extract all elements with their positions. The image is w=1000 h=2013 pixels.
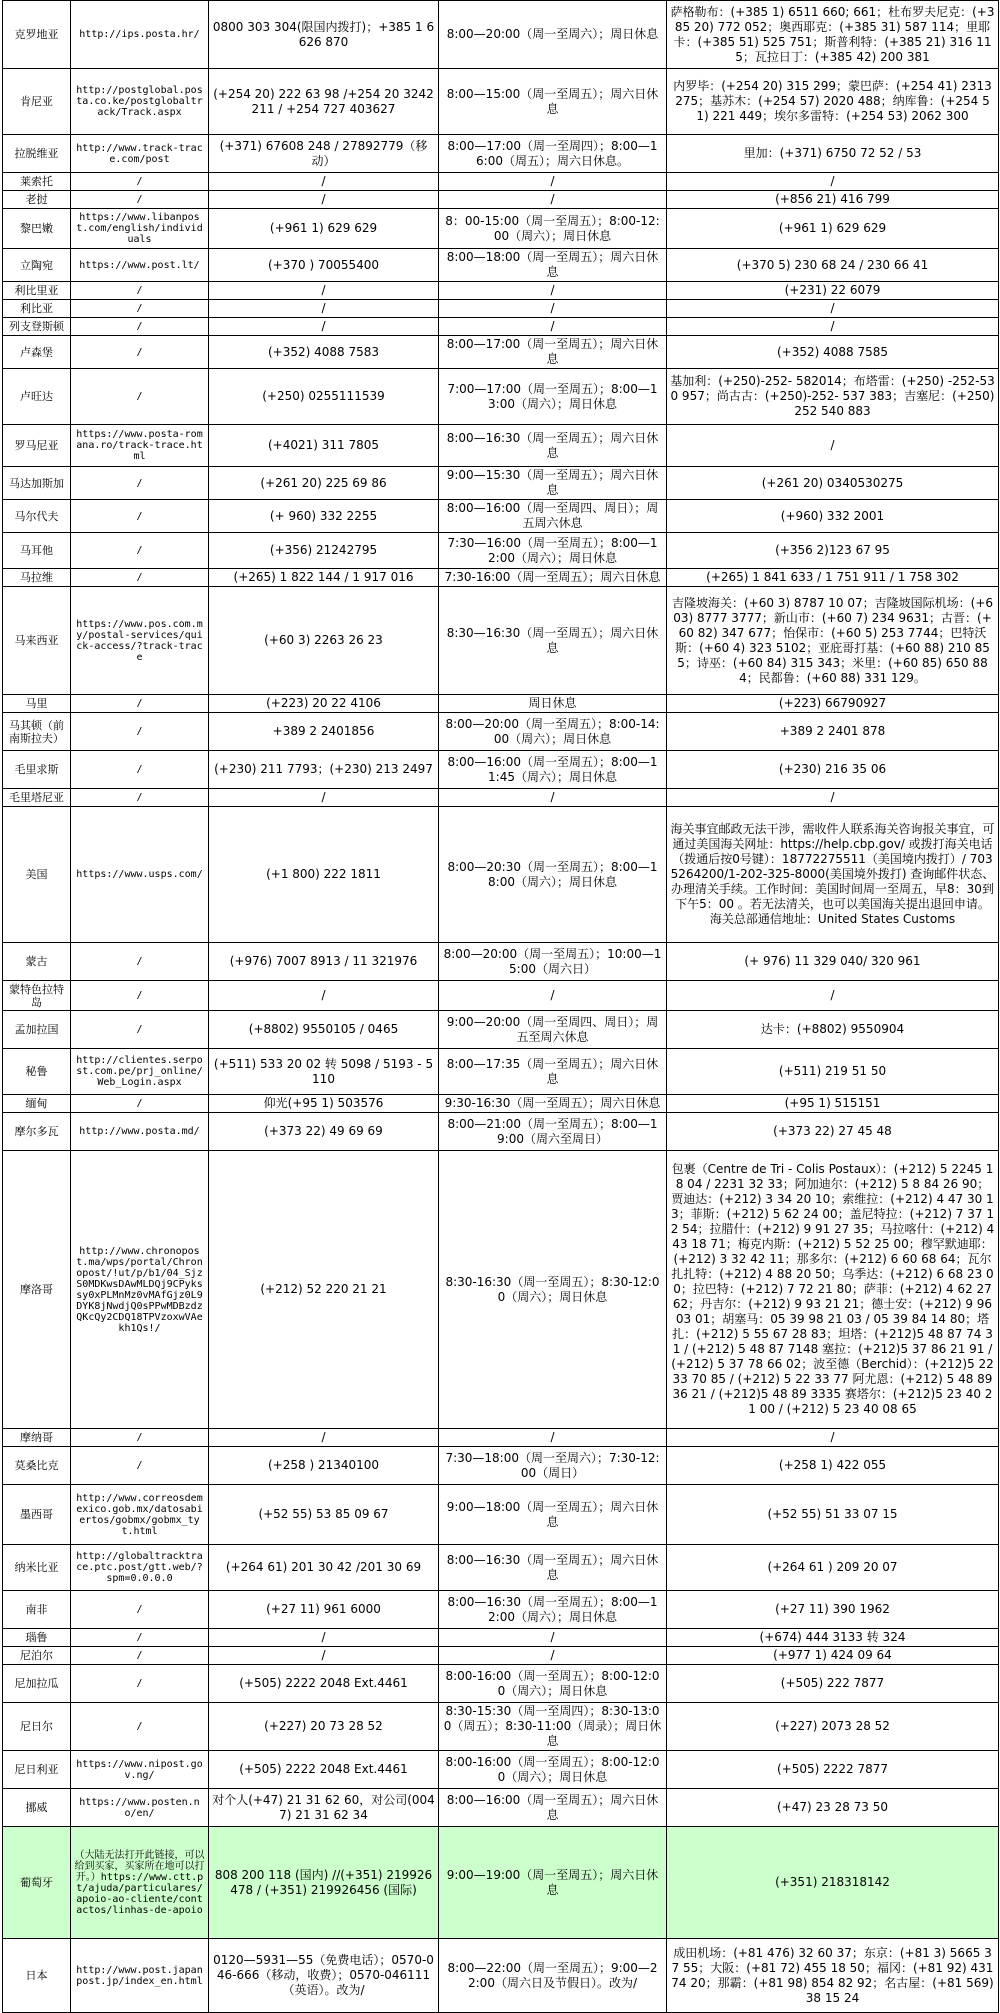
phone-cell: (+961 1) 629 629: [209, 209, 439, 249]
hours-cell: 9:00—20:00（周一至周四、周日）；周五至周六休息: [439, 1011, 667, 1049]
country-cell: 美国: [3, 807, 71, 943]
website-cell: /: [71, 1703, 209, 1751]
hours-cell: 8:00—20:00（周一至周五）；10:00—15:00（周六日）: [439, 943, 667, 981]
country-cell: 马其顿（前南斯拉夫）: [3, 713, 71, 751]
website-cell: https://www.nipost.gov.ng/: [71, 1751, 209, 1789]
phone-cell: (+505) 2222 2048 Ext.4461: [209, 1751, 439, 1789]
website-cell: /: [71, 533, 209, 569]
table-row: [3, 569, 999, 587]
phone-cell: /: [209, 1429, 439, 1447]
branch-contacts-cell: (+227) 2073 28 52: [667, 1703, 999, 1751]
country-cell: 尼日利亚: [3, 1751, 71, 1789]
hours-cell: 8:00—20:00（周一至周五）；8:00-14:00（周六）；周日休息: [439, 713, 667, 751]
phone-cell: (+4021) 311 7805: [209, 425, 439, 467]
website-cell: /: [71, 789, 209, 807]
phone-cell: /: [209, 173, 439, 191]
branch-contacts-cell: (+370 5) 230 68 24 / 230 66 41: [667, 249, 999, 282]
website-cell: http://ips.posta.hr/: [71, 1, 209, 69]
hours-cell: 8:00-16:00（周一至周五）；8:00-12:00（周六）；周日休息: [439, 1751, 667, 1789]
phone-cell: (+265) 1 822 144 / 1 917 016: [209, 569, 439, 587]
table-body: [3, 1, 999, 2013]
hours-cell: 8:00—15:00（周一至周五）；周六日休息: [439, 69, 667, 135]
phone-cell: /: [209, 981, 439, 1011]
branch-contacts-cell: 达卡：(+8802) 9550904: [667, 1011, 999, 1049]
branch-contacts-cell: 基加利：(+250)-252- 582014；布塔雷：(+250) -252-530 957；尚古古：(+250)-252- 537 383；吉塞尼：(+250) 252 540 883: [667, 369, 999, 425]
table-row: [3, 587, 999, 695]
table-row: [3, 467, 999, 500]
branch-contacts-cell: (+52 55) 51 33 07 15: [667, 1485, 999, 1545]
branch-contacts-cell: 里加：(+371) 6750 72 52 / 53: [667, 135, 999, 173]
website-cell: /: [71, 1447, 209, 1485]
country-cell: 马来西亚: [3, 587, 71, 695]
branch-contacts-cell: (+511) 219 51 50: [667, 1049, 999, 1095]
hours-cell: 8:00—16:30（周一至周五）；周六日休息: [439, 425, 667, 467]
branch-contacts-cell: 吉隆坡海关：(+60 3) 8787 10 07；吉隆坡国际机场：(+603) 8777 3777；新山市：(+60 7) 234 9631；古晋：(+60 82) 347 677；怡保市：(+60 5) 253 7744；巴特沃斯：(+60 4) 323 5102；亚庇哥打基：(+60 88) 210 855；诗巫：(+60 84) 315 343；米里：(+60 85) 650 884；民都鲁：(+60 88) 331 129。: [667, 587, 999, 695]
branch-contacts-cell: (+961 1) 629 629: [667, 209, 999, 249]
country-cell: 缅甸: [3, 1095, 71, 1113]
country-cell: 马达加斯加: [3, 467, 71, 500]
branch-contacts-cell: 海关事宜邮政无法干涉，需收件人联系海关咨询报关事宜，可通过美国海关网址：https://help.cbp.gov/ 或拨打海关电话（拨通后按0号键）：18772275511（美国境内拨打）/ 7035264200/1-202-325-8000(美国境外拨打) 查询邮件状态、办理清关手续。工作时间：美国时间周一至周五，早8：30到下午5：00 。若无法清关，也可以美国海关提出退回申请。海关总部通信地址：United States Customs: [667, 807, 999, 943]
branch-contacts-cell: /: [667, 173, 999, 191]
branch-contacts-cell: (+223) 66790927: [667, 695, 999, 713]
phone-cell: (+356) 21242795: [209, 533, 439, 569]
branch-contacts-cell: (+27 11) 390 1962: [667, 1591, 999, 1629]
branch-contacts-cell: /: [667, 981, 999, 1011]
branch-contacts-cell: /: [667, 1429, 999, 1447]
website-cell: /: [71, 943, 209, 981]
phone-cell: (+511) 533 20 02 转 5098 / 5193 - 5110: [209, 1049, 439, 1095]
phone-cell: (+505) 2222 2048 Ext.4461: [209, 1665, 439, 1703]
branch-contacts-cell: /: [667, 425, 999, 467]
phone-cell: (+223) 20 22 4106: [209, 695, 439, 713]
branch-contacts-cell: (+505) 222 7877: [667, 1665, 999, 1703]
hours-cell: 8:00—20:00（周一至周六）；周日休息: [439, 1, 667, 69]
phone-cell: (+ 960) 332 2255: [209, 500, 439, 533]
country-cell: 尼泊尔: [3, 1647, 71, 1665]
table-row: [3, 1789, 999, 1827]
branch-contacts-cell: (+674) 444 3133 转 324: [667, 1629, 999, 1647]
country-cell: 蒙特色拉特岛: [3, 981, 71, 1011]
hours-cell: /: [439, 789, 667, 807]
table-row: [3, 1703, 999, 1751]
hours-cell: 8:00—18:00（周一至周五）；周六日休息: [439, 249, 667, 282]
hours-cell: 7:00—17:00（周一至周五）；8:00—13:00（周六）；周日休息: [439, 369, 667, 425]
table-row: [3, 173, 999, 191]
country-cell: 马拉维: [3, 569, 71, 587]
country-cell: 瑙鲁: [3, 1629, 71, 1647]
phone-cell: (+261 20) 225 69 86: [209, 467, 439, 500]
website-cell: （大陆无法打开此链接，可以给到买家，买家所在地可以打开。）https://www.ctt.pt/ajuda/particulares/apoio-ao-cliente/contactos/linhas-de-apoio: [71, 1827, 209, 1939]
website-cell: http://www.chronopost.ma/wps/portal/Chronopost/!ut/p/b1/04_SjzS0MDKwsDAwMLDQj9CPykssy0xPLMnMz0vMAfGjz0L9DYK8jNwdjQ0sPPwMDBzdzQKcQy2CDQ18TPVzoxwVAekh1Qs!/: [71, 1151, 209, 1429]
country-cell: 南非: [3, 1591, 71, 1629]
hours-cell: 9:00—19:00（周一至周五）；周六日休息: [439, 1827, 667, 1939]
hours-cell: 9:00—15:30（周一至周五）；周六日休息: [439, 467, 667, 500]
country-cell: 卢旺达: [3, 369, 71, 425]
hours-cell: 8:00—20:30（周一至周五）；8:00—18:00（周六）；周日休息: [439, 807, 667, 943]
branch-contacts-cell: (+95 1) 515151: [667, 1095, 999, 1113]
country-cell: 摩纳哥: [3, 1429, 71, 1447]
country-cell: 卢森堡: [3, 336, 71, 369]
phone-cell: +389 2 2401856: [209, 713, 439, 751]
website-cell: /: [71, 569, 209, 587]
table-row: [3, 500, 999, 533]
hours-cell: /: [439, 1629, 667, 1647]
website-cell: /: [71, 713, 209, 751]
country-cell: 肯尼亚: [3, 69, 71, 135]
phone-cell: (+250) 0255111539: [209, 369, 439, 425]
website-cell: /: [71, 173, 209, 191]
phone-cell: /: [209, 318, 439, 336]
website-cell: https://www.pos.com.my/postal-services/quick-access/?track-trace: [71, 587, 209, 695]
hours-cell: 8:00—16:00（周一至周五）；8:00—11:45（周六）；周日休息: [439, 751, 667, 789]
table-row: [3, 1591, 999, 1629]
hours-cell: /: [439, 282, 667, 300]
website-cell: /: [71, 191, 209, 209]
hours-cell: 周日休息: [439, 695, 667, 713]
country-cell: 尼日尔: [3, 1703, 71, 1751]
table-row: [3, 1095, 999, 1113]
country-cell: 墨西哥: [3, 1485, 71, 1545]
country-cell: 蒙古: [3, 943, 71, 981]
table-row: [3, 1545, 999, 1591]
hours-cell: /: [439, 300, 667, 318]
branch-contacts-cell: /: [667, 318, 999, 336]
website-cell: http://www.post.japanpost.jp/index_en.html: [71, 1939, 209, 2013]
country-cell: 立陶宛: [3, 249, 71, 282]
table-row: [3, 1429, 999, 1447]
table-row: [3, 69, 999, 135]
hours-cell: 8:00—17:00（周一至周五）；周六日休息: [439, 336, 667, 369]
country-cell: 日本: [3, 1939, 71, 2013]
table-row: [3, 282, 999, 300]
hours-cell: /: [439, 173, 667, 191]
country-cell: 利比里亚: [3, 282, 71, 300]
table-row: [3, 751, 999, 789]
table-row: [3, 249, 999, 282]
phone-cell: (+370 ) 70055400: [209, 249, 439, 282]
hours-cell: /: [439, 1429, 667, 1447]
website-cell: /: [71, 1629, 209, 1647]
table-row: [3, 1, 999, 69]
country-cell: 毛里求斯: [3, 751, 71, 789]
country-cell: 葡萄牙: [3, 1827, 71, 1939]
hours-cell: 8:30-15:30（周一至周四）；8:30-13:00（周五）；8:30-11:00（周录）；周日休息: [439, 1703, 667, 1751]
country-cell: 摩洛哥: [3, 1151, 71, 1429]
table-row: [3, 695, 999, 713]
country-cell: 毛里塔尼亚: [3, 789, 71, 807]
table-row: [3, 191, 999, 209]
website-cell: /: [71, 467, 209, 500]
country-cell: 列支登斯顿: [3, 318, 71, 336]
website-cell: /: [71, 336, 209, 369]
phone-cell: (+258 ) 21340100: [209, 1447, 439, 1485]
website-cell: /: [71, 300, 209, 318]
phone-cell: (+8802) 9550105 / 0465: [209, 1011, 439, 1049]
phone-cell: 0120—5931—55（免费电话）；0570-046-666（移动，收费）；0570-046111（英语）。改为/: [209, 1939, 439, 2013]
country-cell: 纳米比亚: [3, 1545, 71, 1591]
website-cell: http://www.posta.md/: [71, 1113, 209, 1151]
website-cell: http://clientes.serpost.com.pe/prj_online/Web_Login.aspx: [71, 1049, 209, 1095]
country-cell: 黎巴嫩: [3, 209, 71, 249]
phone-cell: 808 200 118 (国内) //(+351) 219926478 / (+351) 219926456 (国际): [209, 1827, 439, 1939]
website-cell: https://www.posta-romana.ro/track-trace.html: [71, 425, 209, 467]
table-row: [3, 713, 999, 751]
table-row: [3, 135, 999, 173]
branch-contacts-cell: (+505) 2222 7877: [667, 1751, 999, 1789]
country-cell: 马里: [3, 695, 71, 713]
branch-contacts-cell: (+977 1) 424 09 64: [667, 1647, 999, 1665]
hours-cell: 8：00-15:00（周一至周五）；8:00-12:00（周六）；周日休息: [439, 209, 667, 249]
branch-contacts-cell: (+351) 218318142: [667, 1827, 999, 1939]
table-row: [3, 981, 999, 1011]
hours-cell: 7:30—18:00（周一至周六）；7:30-12:00（周日）: [439, 1447, 667, 1485]
phone-cell: (+60 3) 2263 26 23: [209, 587, 439, 695]
table-row: [3, 1447, 999, 1485]
table-row: [3, 1647, 999, 1665]
table-row: [3, 1939, 999, 2013]
website-cell: /: [71, 981, 209, 1011]
branch-contacts-cell: (+264 61 ) 209 20 07: [667, 1545, 999, 1591]
hours-cell: 8:00—17:00（周一至周四）；8:00—16:00（周五）；周六日休息。: [439, 135, 667, 173]
website-cell: https://www.libanpost.com/english/individuals: [71, 209, 209, 249]
website-cell: /: [71, 751, 209, 789]
website-cell: https://www.posten.no/en/: [71, 1789, 209, 1827]
hours-cell: 7:30—16:00（周一至周五）；8:00—12:00（周六）；周日休息: [439, 533, 667, 569]
table-row: [3, 1665, 999, 1703]
phone-cell: (+976) 7007 8913 / 11 321976: [209, 943, 439, 981]
country-cell: 莱索托: [3, 173, 71, 191]
phone-cell: (+373 22) 49 69 69: [209, 1113, 439, 1151]
phone-cell: /: [209, 282, 439, 300]
table-row: [3, 1151, 999, 1429]
hours-cell: 9:00—18:00（周一至周五）；周六日休息: [439, 1485, 667, 1545]
table-row: [3, 1485, 999, 1545]
branch-contacts-cell: /: [667, 300, 999, 318]
table-row: [3, 425, 999, 467]
website-cell: /: [71, 695, 209, 713]
branch-contacts-cell: (+231) 22 6079: [667, 282, 999, 300]
website-cell: http://postglobal.posta.co.ke/postglobaltrack/Track.aspx: [71, 69, 209, 135]
country-cell: 摩尔多瓦: [3, 1113, 71, 1151]
hours-cell: /: [439, 318, 667, 336]
branch-contacts-cell: (+352) 4088 7585: [667, 336, 999, 369]
website-cell: /: [71, 318, 209, 336]
website-cell: http://globaltracktrace.ptc.post/gtt.web/?spm=0.0.0.0: [71, 1545, 209, 1591]
phone-cell: (+230) 211 7793；(+230) 213 2497: [209, 751, 439, 789]
hours-cell: 8:00—17:35（周一至周五）；周六日休息: [439, 1049, 667, 1095]
branch-contacts-cell: (+373 22) 27 45 48: [667, 1113, 999, 1151]
table-row: [3, 1113, 999, 1151]
hours-cell: 8:00—16:00（周一至周四、周日）；周五周六休息: [439, 500, 667, 533]
branch-contacts-cell: 内罗毕：(+254 20) 315 299；蒙巴萨：(+254 41) 2313 275；基苏木：(+254 57) 2020 488；纳库鲁：(+254 51) 221 449；埃尔多雷特：(+254 53) 2062 300: [667, 69, 999, 135]
phone-cell: (+352) 4088 7583: [209, 336, 439, 369]
phone-cell: (+264 61) 201 30 42 /201 30 69: [209, 1545, 439, 1591]
table-row: [3, 807, 999, 943]
branch-contacts-cell: (+356 2)123 67 95: [667, 533, 999, 569]
country-cell: 老挝: [3, 191, 71, 209]
country-cell: 拉脱维亚: [3, 135, 71, 173]
branch-contacts-cell: (+960) 332 2001: [667, 500, 999, 533]
phone-cell: (+52 55) 53 85 09 67: [209, 1485, 439, 1545]
country-cell: 利比亚: [3, 300, 71, 318]
table-row: [3, 318, 999, 336]
table-row: [3, 300, 999, 318]
hours-cell: /: [439, 1647, 667, 1665]
website-cell: /: [71, 1665, 209, 1703]
country-cell: 马尔代夫: [3, 500, 71, 533]
hours-cell: /: [439, 981, 667, 1011]
website-cell: http://www.track-trace.com/post: [71, 135, 209, 173]
country-cell: 莫桑比克: [3, 1447, 71, 1485]
hours-cell: 8:30-16:30（周一至周五）；8:30-12:00（周六）；周日休息: [439, 1151, 667, 1429]
hours-cell: 8:00—16:00（周一至周五）；周六日休息: [439, 1789, 667, 1827]
country-cell: 马耳他: [3, 533, 71, 569]
hours-cell: 8:00—16:30（周一至周五）；周六日休息: [439, 1545, 667, 1591]
hours-cell: 8:30—16:30（周一至周五）；周六日休息: [439, 587, 667, 695]
table-row: [3, 1827, 999, 1939]
website-cell: /: [71, 1647, 209, 1665]
country-cell: 尼加拉瓜: [3, 1665, 71, 1703]
table-row: [3, 1049, 999, 1095]
website-cell: /: [71, 1429, 209, 1447]
branch-contacts-cell: /: [667, 789, 999, 807]
hours-cell: 8:00—22:00（周一至周五）；9:00—22:00（周六日及节假日）。改为/: [439, 1939, 667, 2013]
website-cell: /: [71, 369, 209, 425]
branch-contacts-cell: (+258 1) 422 055: [667, 1447, 999, 1485]
branch-contacts-cell: (+261 20) 0340530275: [667, 467, 999, 500]
website-cell: /: [71, 1095, 209, 1113]
postal-contact-table: [2, 0, 999, 2013]
branch-contacts-cell: (+265) 1 841 633 / 1 751 911 / 1 758 302: [667, 569, 999, 587]
hours-cell: 8:00—16:30（周一至周五）；8:00—12:00（周六）；周日休息: [439, 1591, 667, 1629]
country-cell: 挪威: [3, 1789, 71, 1827]
table-row: [3, 533, 999, 569]
website-cell: /: [71, 1591, 209, 1629]
website-cell: /: [71, 1011, 209, 1049]
table-row: [3, 1011, 999, 1049]
hours-cell: /: [439, 191, 667, 209]
table-row: [3, 369, 999, 425]
phone-cell: 对个人(+47) 21 31 62 60，对公司(0047) 21 31 62 34: [209, 1789, 439, 1827]
branch-contacts-cell: (+856 21) 416 799: [667, 191, 999, 209]
website-cell: https://www.post.lt/: [71, 249, 209, 282]
phone-cell: /: [209, 1647, 439, 1665]
table-row: [3, 1629, 999, 1647]
branch-contacts-cell: (+230) 216 35 06: [667, 751, 999, 789]
branch-contacts-cell: (+ 976) 11 329 040/ 320 961: [667, 943, 999, 981]
phone-cell: (+27 11) 961 6000: [209, 1591, 439, 1629]
phone-cell: 0800 303 304(限国内拨打)；+385 1 6626 870: [209, 1, 439, 69]
table-row: [3, 336, 999, 369]
website-cell: /: [71, 282, 209, 300]
phone-cell: 仰光(+95 1) 503576: [209, 1095, 439, 1113]
country-cell: 秘鲁: [3, 1049, 71, 1095]
website-cell: /: [71, 500, 209, 533]
phone-cell: (+254 20) 222 63 98 /+254 20 3242211 / +254 727 403627: [209, 69, 439, 135]
table-row: [3, 789, 999, 807]
hours-cell: 8:00-16:00（周一至周五）；8:00-12:00（周六）；周日休息: [439, 1665, 667, 1703]
phone-cell: /: [209, 789, 439, 807]
country-cell: 孟加拉国: [3, 1011, 71, 1049]
hours-cell: 7:30-16:00（周一至周五）；周六日休息: [439, 569, 667, 587]
country-cell: 罗马尼亚: [3, 425, 71, 467]
phone-cell: (+227) 20 73 28 52: [209, 1703, 439, 1751]
phone-cell: (+212) 52 220 21 21: [209, 1151, 439, 1429]
hours-cell: 8:00—21:00（周一至周五）；8:00—19:00（周六至周日）: [439, 1113, 667, 1151]
hours-cell: 9:30-16:30（周一至周五）；周六日休息: [439, 1095, 667, 1113]
branch-contacts-cell: 包裹（Centre de Tri - Colis Postaux）：(+212) 5 2245 18 04 / 2231 32 33；阿加迪尔：(+212) 5 8 84 26 90；贾迪达：(+212) 3 34 20 10；索维拉：(+212) 4 47 30 13；菲斯：(+212) 5 62 24 00；盖尼特拉：(+212) 7 37 12 54；拉腊什：(+212) 9 91 27 35；马拉喀什：(+212) 4 43 18 71；梅克内斯：(+212) 5 52 25 00；穆罕默迪耶：(+212) 3 32 42 11；那多尔：(+212) 6 60 68 64；瓦尔扎扎特：(+212) 4 88 20 50；乌季达：(+212) 6 68 23 00；拉巴特：(+212) 7 72 21 80；萨菲：(+212) 4 62 27 62；丹吉尔：(+212) 9 93 21 21；德士安：(+212) 9 96 03 01；胡塞马：05 39 98 21 03 / 05 39 84 14 80；塔扎：(+212) 5 55 67 28 83；坦塔：(+212)5 48 87 74 31 / (+212) 5 48 87 7148 塞拉：(+212)5 37 86 21 91 / (+212) 5 37 78 66 02；波至德（Berchid）：(+212)5 22 33 70 85 / (+212) 5 22 33 77 阿尤恩：(+212) 5 48 89 36 21 / (+212)5 48 89 3335 赛塔尔：(+212)5 23 40 21 00 / (+212) 5 23 40 08 65: [667, 1151, 999, 1429]
branch-contacts-cell: 萨格勒布：(+385 1) 6511 660; 661；杜布罗夫尼克：(+385 20) 772 052；奥西耶克：(+385 31) 587 114；里耶卡：(+385 51) 525 751；斯普利特：(+385 21) 316 115；瓦拉日丁：(+385 42) 200 381: [667, 1, 999, 69]
phone-cell: /: [209, 300, 439, 318]
phone-cell: /: [209, 1629, 439, 1647]
branch-contacts-cell: +389 2 2401 878: [667, 713, 999, 751]
table-row: [3, 209, 999, 249]
branch-contacts-cell: 成田机场：(+81 476) 32 60 37；东京：(+81 3) 5665 37 55；大阪：(+81 72) 455 18 50；福冈：(+81 92) 431 74 20；那霸：(+81 98) 854 82 92；名古屋：(+81 569) 38 15 24: [667, 1939, 999, 2013]
website-cell: https://www.usps.com/: [71, 807, 209, 943]
phone-cell: (+1 800) 222 1811: [209, 807, 439, 943]
website-cell: http://www.correosdemexico.gob.mx/datosabiertos/gobmx/gobmx_tyt.html: [71, 1485, 209, 1545]
phone-cell: /: [209, 191, 439, 209]
table-row: [3, 1751, 999, 1789]
country-cell: 克罗地亚: [3, 1, 71, 69]
phone-cell: (+371) 67608 248 / 27892779（移动）: [209, 135, 439, 173]
branch-contacts-cell: (+47) 23 28 73 50: [667, 1789, 999, 1827]
table-row: [3, 943, 999, 981]
